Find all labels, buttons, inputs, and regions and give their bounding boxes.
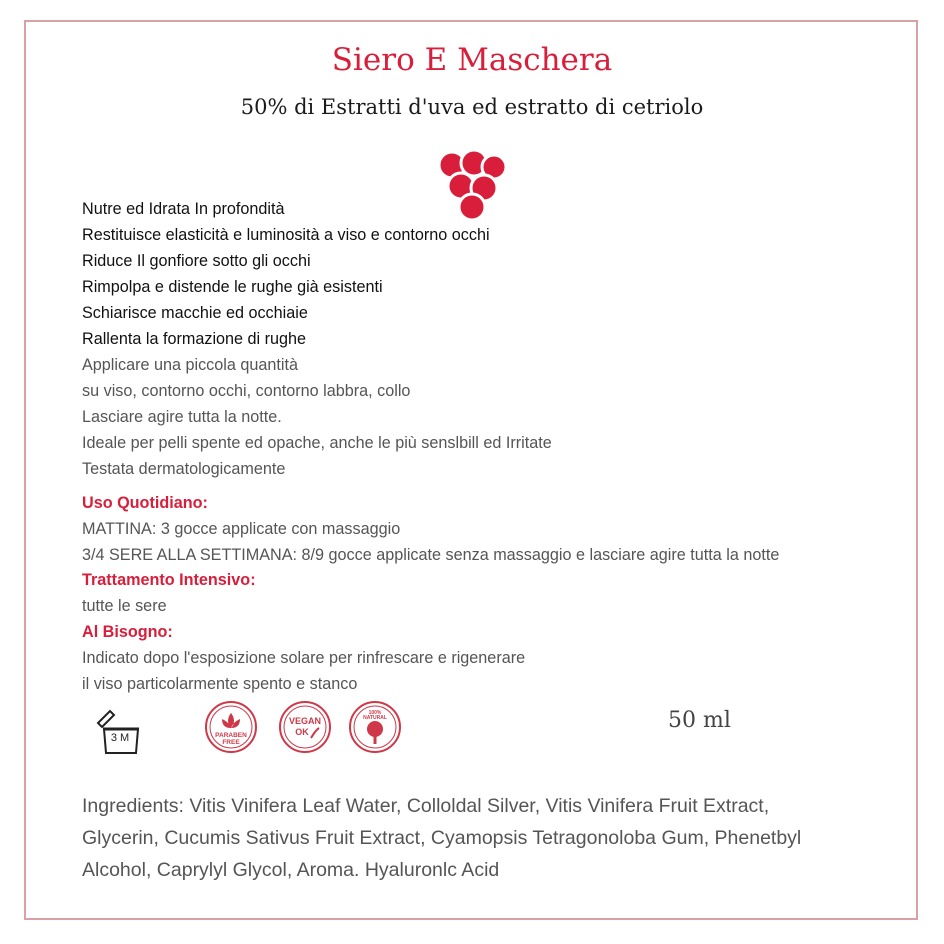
usage-section (82, 491, 779, 697)
as-needed-heading: Al Bisogno: (82, 622, 173, 641)
instruction-line: Testata dermatologicamente (82, 460, 286, 478)
leaf-icon (311, 728, 319, 738)
paraben-free-badge (204, 700, 258, 754)
paraben-text: PARABEN (215, 732, 247, 739)
volume-label: 50 ml (668, 708, 731, 733)
daily-use-heading: Uso Quotidiano: (82, 494, 208, 512)
benefit-line: Restituisce elasticità e luminosità a viso e contorno occhi (82, 226, 490, 244)
product-title: Siero E Maschera (331, 42, 613, 78)
vegan-text: VEGAN (288, 716, 322, 726)
daily-morning-text: MATTINA: 3 gocce applicate con massaggio (82, 519, 401, 538)
benefit-line: Nutre ed Idrata In profondità (82, 200, 285, 218)
ingredients-text: Ingredients: Vitis Vinifera Leaf Water, Colloldal Silver, Vitis Vinifera Fruit Extract, Glycerin, Cucumis Sativus Fruit Extract, Cyamopsis Tetragonoloba Gum, Phenetbyl Alcohol, Caprylyl Glycol, Aroma. Hyaluronlc Acid (82, 795, 802, 881)
open-jar-icon (90, 703, 146, 755)
intensive-text: tutte le sere (82, 597, 167, 616)
paraben-free-text: FREE (222, 739, 240, 746)
intensive-heading: Trattamento Intensivo: (82, 571, 256, 590)
natural-badge (348, 700, 402, 754)
certification-icons (0, 695, 944, 775)
vegan-ok-text: OK (295, 727, 309, 737)
instruction-line: Ideale per pelli spente ed opache, anche le più senslbill ed Irritate (82, 434, 552, 452)
benefit-line: Rallenta la formazione di rughe (82, 330, 307, 348)
instruction-line: Lasciare agire tutta la notte. (82, 408, 282, 426)
tree-icon (367, 721, 383, 744)
natural-text: NATURAL (363, 715, 387, 721)
benefits-list (82, 196, 552, 482)
benefit-line: Rimpolpa e distende le rughe già esistenti (82, 278, 383, 296)
vegan-ok-badge (278, 700, 332, 754)
benefit-line: Schiarisce macchie ed occhiaie (82, 304, 308, 322)
as-needed-text: Indicato dopo l'esposizione solare per rinfrescare e rigenerare (82, 648, 526, 667)
as-needed-text: il viso particolarmente spento e stanco (82, 674, 358, 693)
natural-percent-text: 100% (368, 710, 382, 716)
instruction-line: su viso, contorno occhi, contorno labbra, collo (82, 382, 411, 400)
benefit-line: Riduce Il gonfiore sotto gli occhi (82, 252, 311, 270)
product-subtitle: 50% di Estratti d'uva ed estratto di cetriolo (240, 95, 704, 119)
instruction-line: Applicare una piccola quantità (82, 356, 298, 374)
daily-evening-text: 3/4 SERE ALLA SETTIMANA: 8/9 gocce applicate senza massaggio e lasciare agire tutta la notte (82, 545, 780, 564)
pao-label: 3 M (110, 732, 130, 744)
